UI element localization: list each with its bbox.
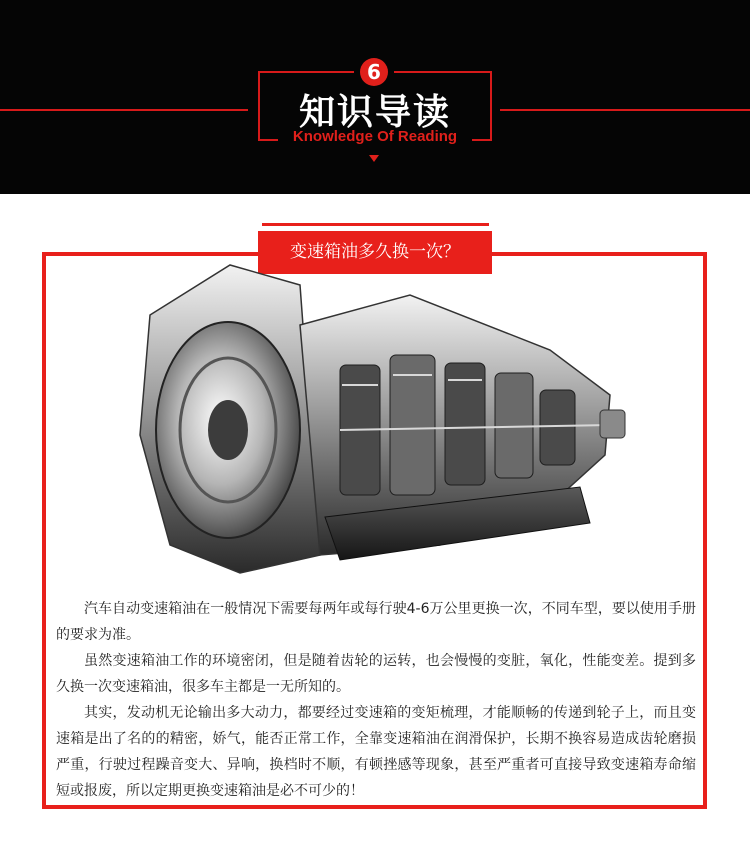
header-subtitle: Knowledge Of Reading — [292, 128, 458, 145]
paragraph-2: 虽然变速箱油工作的环境密闭，但是随着齿轮的运转，也会慢慢的变脏，氧化，性能变差。提到多久换一次变速箱油，很多车主都是一无所知的。 — [56, 653, 696, 695]
paragraph-1: 汽车自动变速箱油在一般情况下需要每两年或每行驶4-6万公里更换一次，不同车型，要以使用手册的要求为准。 — [56, 601, 696, 643]
transmission-cutaway-image — [110, 255, 630, 585]
article-body — [56, 596, 696, 804]
header-frame-left — [258, 71, 260, 141]
header-title: 知识导读 — [298, 92, 451, 133]
section-number-badge: 6 — [360, 58, 388, 86]
header-line-left — [0, 109, 248, 111]
header-frame-top-left — [258, 71, 354, 73]
down-arrow-icon — [369, 155, 379, 162]
section-tab-topline — [262, 223, 489, 226]
header-frame-right — [490, 71, 492, 141]
paragraph-3: 其实，发动机无论输出多大动力，都要经过变速箱的变矩梳理，才能顺畅的传递到轮子上，而且变速箱是出了名的的精密，娇气，能否正常工作，全靠变速箱油在润滑保护，长期不换容易造成齿轮磨损严重，行驶过程躁音变大、异响，换档时不顺，有顿挫感等现象，甚至严重者可直接导致变速箱寿命缩短或报废，所以定期更换变速箱油是必不可少的！ — [56, 705, 696, 799]
header-line-right — [500, 109, 750, 111]
header-banner — [0, 0, 750, 194]
section-title-tab: 变速箱油多久换一次？ — [258, 231, 492, 274]
header-frame-top-right — [394, 71, 492, 73]
